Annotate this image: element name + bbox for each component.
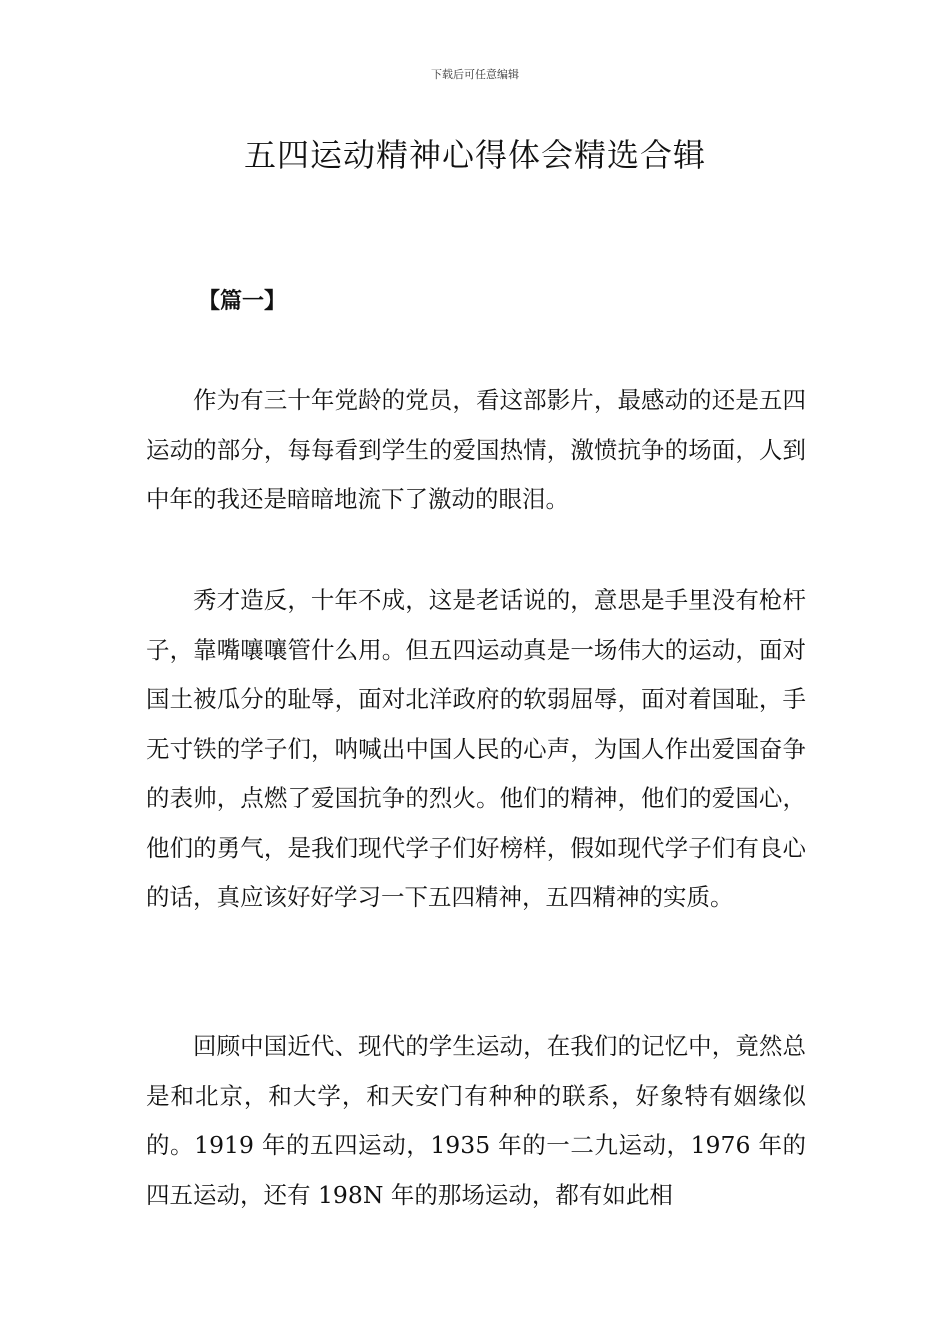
section-label: 【篇一】: [198, 289, 287, 314]
paragraph-3: 回顾中国近代、现代的学生运动，在我们的记忆中，竟然总是和北京，和大学，和天安门有种种的联系，好象特有姻缘似的。1919 年的五四运动，1935 年的一二九运动，1976 年的四五运动，还有 198N 年的那场运动，都有如此相: [146, 1032, 806, 1209]
paragraph-2: 秀才造反，十年不成，这是老话说的，意思是手里没有枪杆子，靠嘴嚷嚷管什么用。但五四运动真是一场伟大的运动，面对国土被瓜分的耻辱，面对北洋政府的软弱屈辱，面对着国耻，手无寸铁的学子们，呐喊出中国人民的心声，为国人作出爱国奋争的表帅，点燃了爱国抗争的烈火。他们的精神，他们的爱国心，他们的勇气，是我们现代学子们好榜样，假如现代学子们有良心的话，真应该好好学习一下五四精神，五四精神的实质。: [146, 586, 806, 911]
paragraph-1: 作为有三十年党龄的党员，看这部影片，最感动的还是五四运动的部分，每每看到学生的爱国热情，激愤抗争的场面，人到中年的我还是暗暗地流下了激动的眼泪。: [146, 386, 806, 513]
document-title: 五四运动精神心得体会精选合辑: [243, 136, 706, 174]
header-note: 下载后可任意编辑: [431, 68, 519, 81]
